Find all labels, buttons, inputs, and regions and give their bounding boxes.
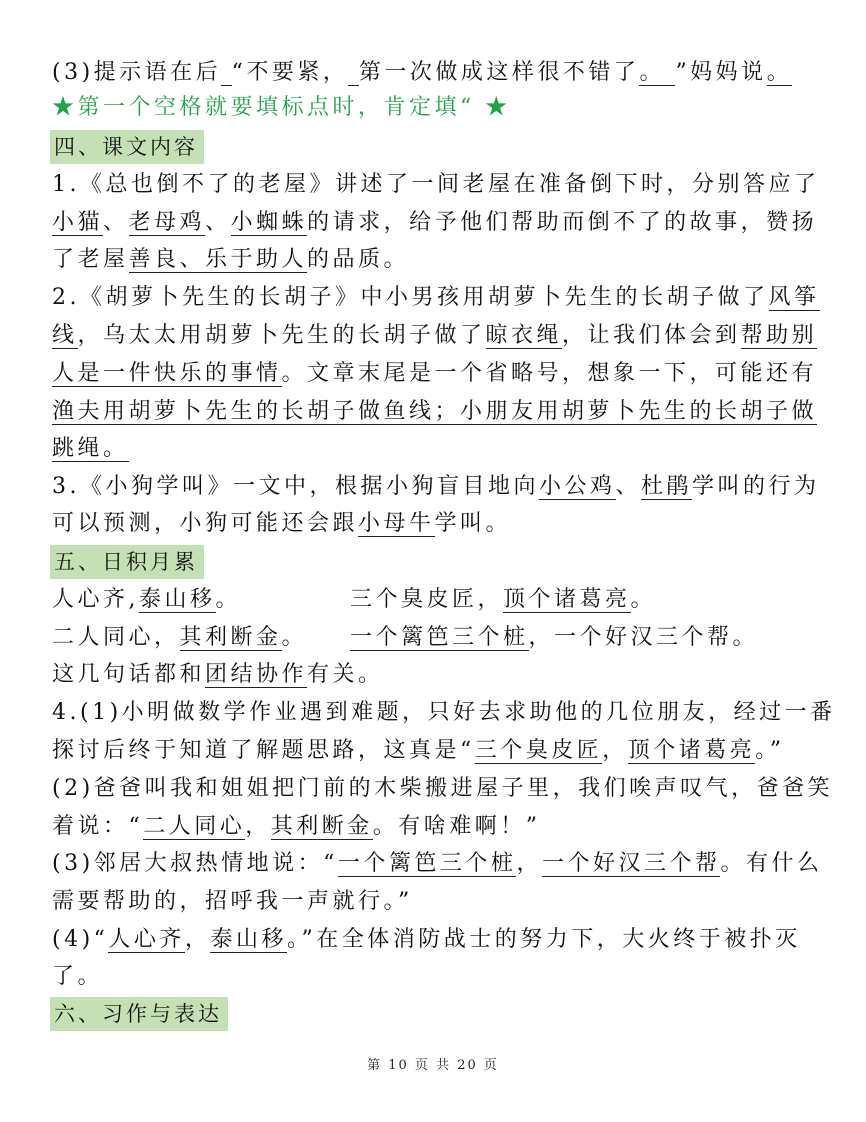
text-segment: 。有什么 [720,851,823,876]
answer-text: 三个臭皮匠 [474,738,603,763]
answer-text: 善良、乐于助人 [128,247,308,272]
answer-text: 风筝 [768,285,820,310]
text-segment: ，一个好汉三个帮。 [528,625,759,650]
answer-text: 泰山移 [210,927,287,952]
text-line [52,472,820,502]
text-segment: 有关。 [307,662,384,687]
text-segment: 学叫的行为 [692,474,820,499]
text-segment: 探讨后终于知道了解题思路，这真是“ [52,738,475,763]
answer-text: 小母牛 [358,511,435,536]
text-segment: 。”在全体消防战士的努力下，大火终于被扑灭 [286,927,801,952]
answer-text: 顶个诸葛亮 [503,587,631,612]
text-segment: ， [184,927,211,952]
text-segment: 学叫。 [434,511,512,536]
answer-text: 一个好汉三个帮 [541,851,721,876]
answer-text: 其利断金 [270,814,373,839]
text-line [52,509,511,539]
text-line [52,736,785,766]
answer-text: 杜鹃 [641,474,693,499]
text-segment: (3)提示语在后 [52,60,222,85]
answer-text: 一个篱笆三个桩 [350,625,529,650]
text-segment: 可以预测，小狗可能还会跟 [52,511,359,536]
page-footer: 第 10 页 共 20 页 [367,1058,499,1073]
text-segment: ”妈妈说 [675,60,767,85]
text-segment: ， [245,814,271,839]
answer-text: 小猫 [52,210,104,235]
text-line [52,585,657,615]
text-segment: 的请求，给予他们帮助而倒不了的故事，赞扬 [307,210,818,235]
text-line [52,698,836,728]
text-line [52,170,820,200]
text-line [52,397,817,427]
text-segment: 。 [281,625,308,650]
answer-text: 泰山移 [139,587,216,612]
text-line [52,962,103,992]
answer-text [221,60,232,86]
text-line [52,93,511,123]
text-segment: 二人同心， [52,625,180,650]
answer-text: 。 [766,60,793,85]
text-segment: 、 [615,474,642,499]
text-segment: (3)邻居大叔热情地说：“ [52,851,338,876]
text-segment: 2.《胡萝卜先生的长胡子》中小男孩用胡萝卜先生的长胡子做了 [52,285,769,310]
answer-text: 渔夫用胡萝卜先生的长胡子做鱼线；小朋友用胡萝卜先生的长胡子做 [52,399,818,424]
text-line [52,812,541,842]
text-line [52,623,759,653]
answer-text: 老母鸡 [128,210,206,235]
answer-text: 小公鸡 [539,474,616,499]
text-segment: (2)爸爸叫我和姐姐把门前的木柴搬进屋子里，我们唉声叹气，爸爸笑 [52,776,834,801]
section-heading: 六、习作与表达 [50,997,228,1031]
text-segment: 三个臭皮匠， [350,587,504,612]
text-segment: 1.《总也倒不了的老屋》讲述了一间老屋在准备倒下时，分别答应了 [52,172,820,197]
text-segment: 。文章末尾是一个省略号，想象一下，可能还有 [281,361,818,386]
text-segment: ，乌太太用胡萝卜先生的长胡子做了 [77,323,486,348]
text-segment: ， [602,738,628,763]
text-segment: 、 [205,210,231,235]
text-line [52,849,822,879]
answer-text: 。 [639,60,676,85]
text-line [52,359,817,389]
answer-text: 帮助别 [740,323,818,348]
text-column-2 [350,623,758,653]
answer-text: 其利断金 [179,625,282,650]
answer-text: 二人同心 [143,814,246,839]
text-segment: 着说：“ [52,814,144,839]
tip-text: ★第一个空格就要填标点时，肯定填“ ★ [52,95,511,120]
text-segment: 3.《小狗学叫》一文中，根据小狗盲目地向 [52,474,539,499]
text-segment: “不要紧， [231,60,349,85]
text-line [52,774,833,804]
text-line [52,283,820,313]
text-segment: 、 [103,210,129,235]
section-heading: 四、课文内容 [50,130,204,164]
text-line [52,434,129,464]
answer-text: 线 [52,323,78,348]
answer-text: 跳绳。 [52,436,129,461]
text-line [52,245,409,275]
section-heading: 五、日积月累 [50,545,204,579]
text-segment: 。 [215,587,242,612]
answer-text: 一个篱笆三个桩 [337,851,517,876]
text-segment: 需要帮助的，招呼我一声就行。” [52,889,413,914]
text-segment: (4)“ [52,927,109,952]
answer-text: 人是一件快乐的事情 [52,361,282,386]
text-column-2 [350,585,656,615]
text-segment: 。” [755,738,785,763]
text-line [52,58,792,88]
answer-text: 小蜘蛛 [230,210,308,235]
text-segment: 。有啥难啊！” [372,814,541,839]
text-segment: 人心齐, [52,587,139,612]
text-segment: 。 [630,587,657,612]
text-segment: ，让我们体会到 [562,323,741,348]
text-segment: 4.(1)小明做数学作业遇到难题，只好去求助他的几位朋友，经过一番 [52,700,836,725]
text-line [52,208,817,238]
text-segment: 了老屋 [52,247,129,272]
text-segment: 第一次做成这样很不错了 [358,60,640,85]
text-line [52,887,413,917]
answer-text: 人心齐 [108,927,185,952]
text-line [52,925,801,955]
answer-text [348,60,359,86]
text-segment: 的品质。 [307,247,410,272]
text-segment: 这几句话都和 [52,662,206,687]
answer-text: 晾衣绳 [485,323,563,348]
text-segment: ， [516,851,542,876]
answer-text: 顶个诸葛亮 [627,738,756,763]
answer-text: 团结协作 [205,662,308,687]
text-segment: 了。 [52,964,104,989]
text-line [52,660,384,690]
text-line [52,321,817,351]
